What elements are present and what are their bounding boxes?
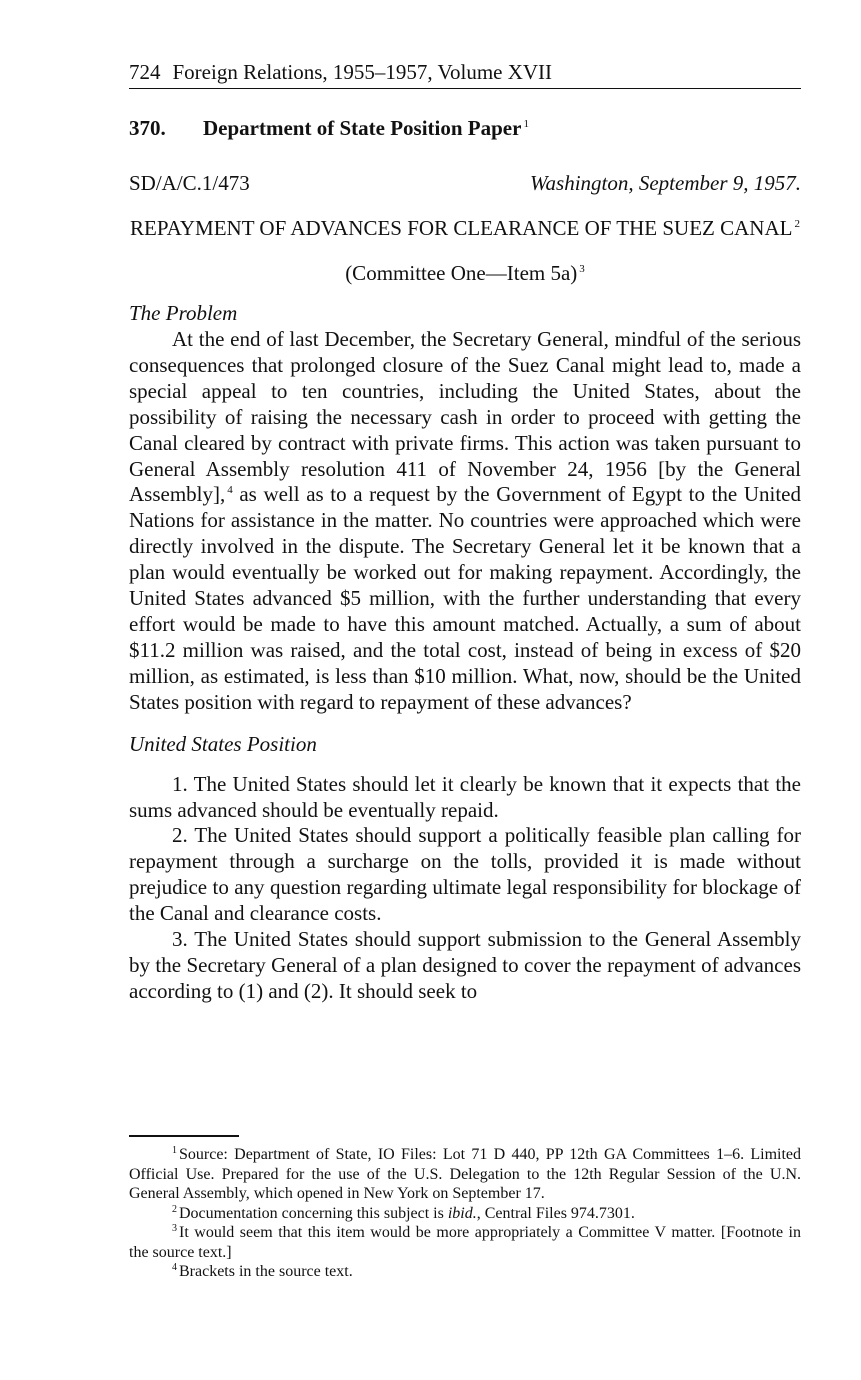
footnote-2 (129, 1204, 801, 1224)
footnote-1-text: Source: Department of State, IO Files: Lot 71 D 440, PP 12th GA Committees 1–6. Limited Official Use. Prepared for the use of the U.S. Delegation to the 12th Regular Session of the U.N. General Assembly, which opened in New York on September 17. (129, 1146, 801, 1202)
page (129, 58, 801, 1005)
problem-text-b: as well as to a request by the Government of Egypt to the United Nations for assistance in the matter. No countries were approached which were directly involved in the dispute. The Secretary General let it be known that a plan would eventually be worked out for making repayment. Accordingly, the United States advanced $5 million, with the further understanding that every effort would be made to have this amount matched. Actually, a sum of about $11.2 million was raised, and the total cost, instead of being in excess of $20 million, as estimated, is less than $10 million. What, now, should be the United States position with regard to repayment of these advances? (129, 482, 801, 714)
document-number: 370. (129, 116, 166, 140)
sub-heading (129, 259, 801, 287)
footnote-3 (129, 1223, 801, 1262)
main-heading (129, 215, 801, 241)
footnote-2-text-a: Documentation concerning this subject is (179, 1204, 448, 1222)
footnote-3-mark: 3 (172, 1223, 177, 1234)
problem-text-a: At the end of last December, the Secretary General, mindful of the serious consequences that prolonged closure of the Suez Canal might lead to, made a special appeal to ten countries, including the United States, about the possibility of raising the necessary cash in order to proceed with getting the Canal cleared by contract with private firms. This action was taken pursuant to General Assembly resolution 411 of November 24, 1956 [by the General Assembly], (129, 327, 801, 507)
sub-heading-text: (Committee One—Item 5a) (345, 261, 578, 285)
footnote-ref-3: 3 (579, 263, 585, 275)
footnote-3-text: It would seem that this item would be more appropriately a Committee V matter. [Footnote in the source text.] (129, 1224, 801, 1261)
position-item-2: 2. The United States should support a politically feasible plan calling for repayment through a surcharge on the tolls, provided it is made without prejudice to any question regarding ultimate legal responsibility for blockage of the Canal and clearance costs. (129, 823, 801, 926)
footnote-2-ibid: ibid. (447, 1204, 477, 1222)
footnote-2-mark: 2 (172, 1203, 177, 1215)
document-reference: SD/A/C.1/473 (129, 171, 250, 195)
footnote-4-text: Brackets in the source text. (179, 1263, 353, 1280)
problem-paragraph (129, 327, 801, 716)
volume-title: Foreign Relations, 1955–1957, Volume XVII (172, 60, 553, 84)
footnote-ref-1: 1 (523, 118, 529, 130)
place-date: Washington, September 9, 1957. (529, 171, 801, 195)
position-list (129, 772, 801, 1005)
footnote-2-text-b: , Central Files 974.7301. (476, 1204, 635, 1222)
reference-line (129, 169, 801, 197)
main-heading-text: REPAYMENT OF ADVANCES FOR CLEARANCE OF THE SUEZ CANAL (130, 216, 793, 240)
footnote-divider (129, 1135, 239, 1137)
problem-heading: The Problem (129, 301, 238, 325)
position-item-1: 1. The United States should let it clearly be known that it expects that the sums advanced should be eventually repaid. (129, 771, 801, 822)
footnote-4-mark: 4 (172, 1262, 177, 1273)
document-title-text: Department of State Position Paper (203, 116, 522, 140)
footnote-ref-4: 4 (227, 484, 233, 497)
position-heading: United States Position (129, 731, 317, 756)
footnote-1-mark: 1 (172, 1145, 177, 1156)
page-number: 724 (129, 60, 161, 84)
running-head (129, 58, 801, 89)
footnote-ref-2: 2 (794, 218, 800, 230)
position-item-3: 3. The United States should support submission to the General Assembly by the Secretary General of a plan designed to cover the repayment of advances according to (1) and (2). It should seek to (129, 927, 801, 1003)
document-title (129, 114, 801, 142)
footnote-4 (129, 1262, 801, 1282)
footnotes (129, 1145, 801, 1282)
footnote-1 (129, 1145, 801, 1204)
